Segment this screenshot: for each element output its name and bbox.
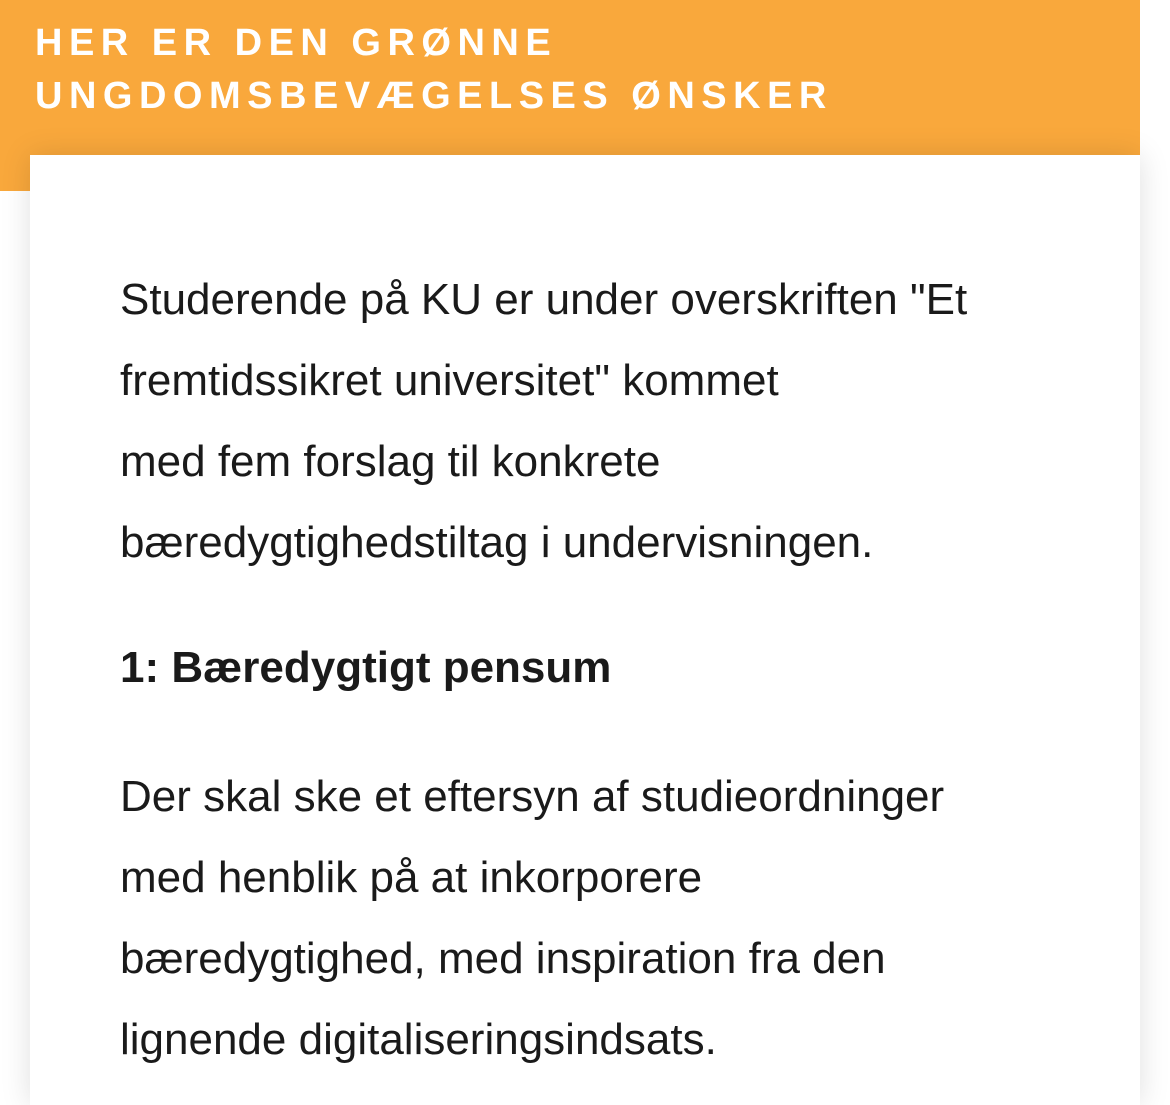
paragraph-2-line-3: bæredygtighed, med inspiration fra den — [120, 934, 886, 983]
article-card — [30, 155, 1140, 1105]
paragraph-2-line-4: lignende digitaliseringsindsats. — [120, 1015, 717, 1064]
banner-title-line-1: HER ER DEN GRØNNE — [35, 22, 558, 64]
banner-title-line-2: UNGDOMSBEVÆGELSES ØNSKER — [35, 75, 833, 117]
banner-title — [35, 17, 1140, 123]
article-body — [120, 259, 1052, 1080]
paragraph-1-line-4: bæredygtighedstiltag i undervisningen. — [120, 518, 874, 567]
paragraph-1-line-3: med fem forslag til konkrete — [120, 437, 661, 486]
paragraph-2-line-1: Der skal ske et eftersyn af studieordninger — [120, 772, 945, 821]
paragraph-1-line-2: fremtidssikret universitet" kommet — [120, 356, 779, 405]
article-subheading: 1: Bæredygtigt pensum — [120, 643, 612, 692]
paragraph-1-line-1: Studerende på KU er under overskriften "Et — [120, 275, 968, 324]
paragraph-2-line-2: med henblik på at inkorporere — [120, 853, 703, 902]
